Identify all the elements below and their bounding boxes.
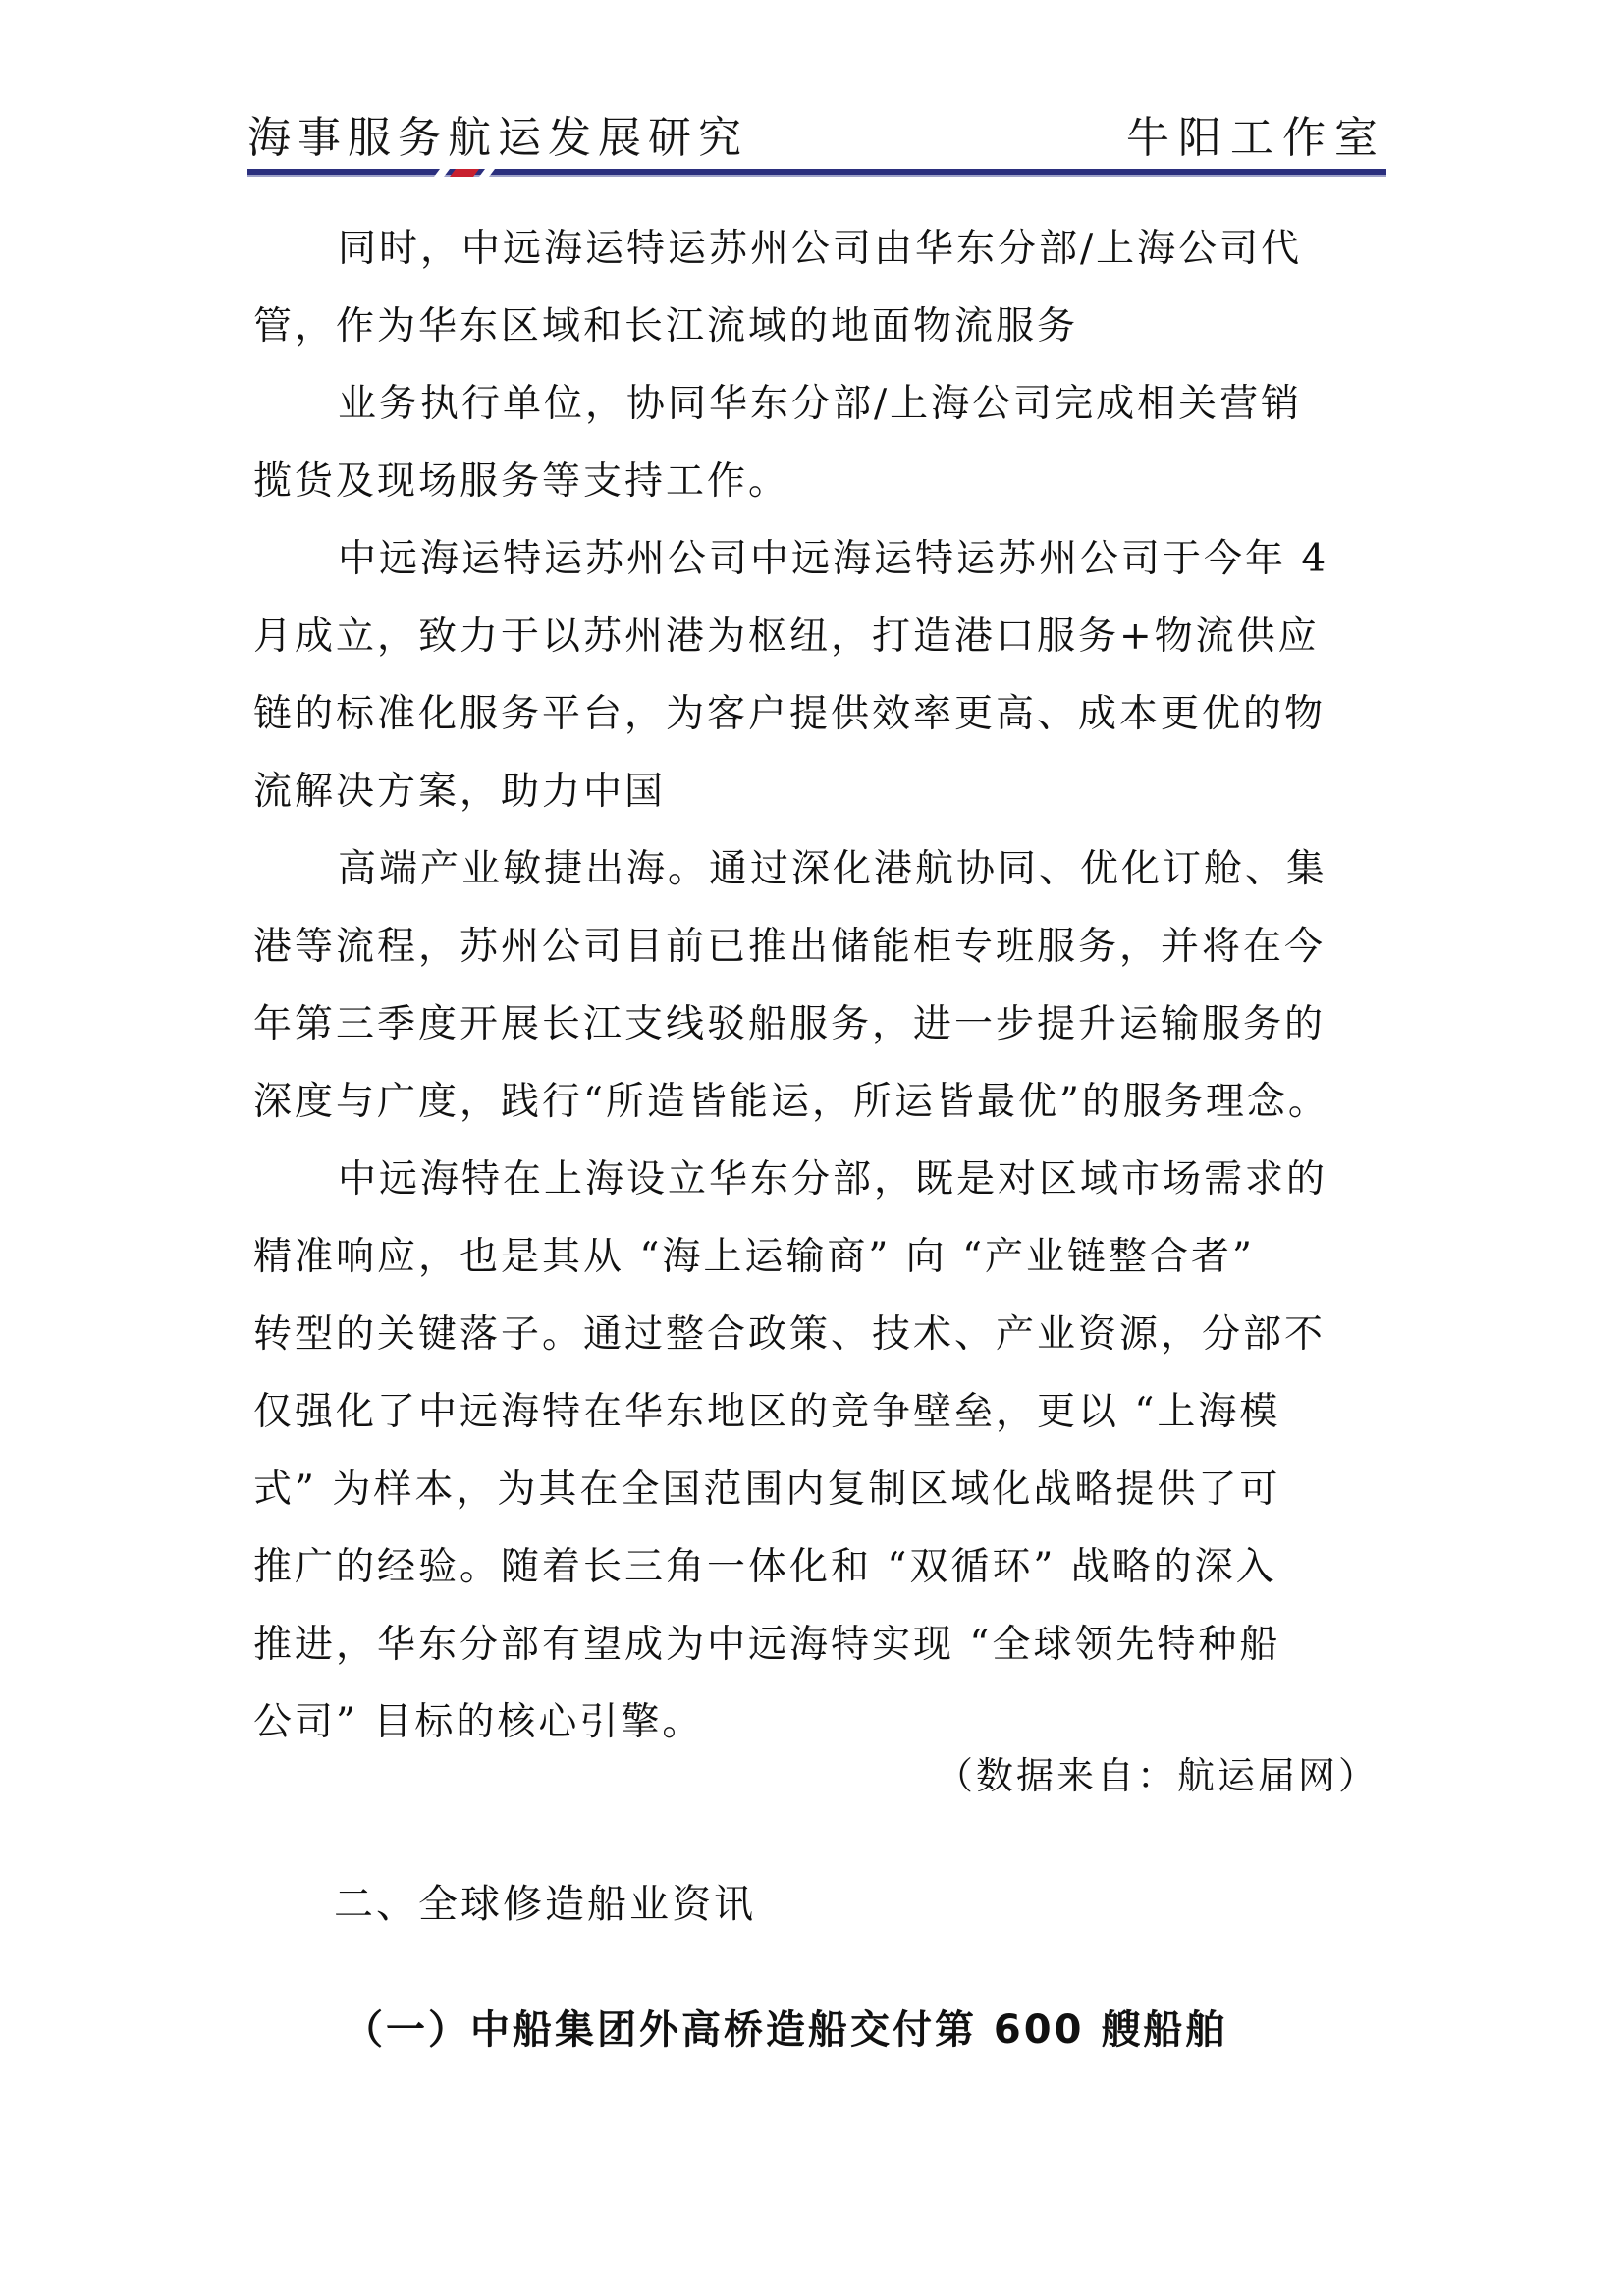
section-heading: 二、全球修造船业资讯 bbox=[334, 1882, 756, 1927]
header-left-title: 海事服务航运发展研究 bbox=[247, 113, 748, 163]
paragraph-line: 仅强化了中远海特在华东地区的竞争壁垒，更以 “上海模 bbox=[253, 1390, 1281, 1434]
paragraph-line: 业务执行单位，协同华东分部/上海公司完成相关营销 bbox=[338, 382, 1303, 426]
paragraph-line: 推广的经验。随着长三角一体化和 “双循环” 战略的深入 bbox=[253, 1545, 1277, 1589]
source-note: （数据来自：航运届网） bbox=[935, 1754, 1379, 1797]
paragraph-line: 推进，华东分部有望成为中远海特实现 “全球领先特种船 bbox=[253, 1623, 1281, 1667]
header-rule bbox=[247, 169, 1386, 177]
paragraph-line: 揽货及现场服务等支持工作。 bbox=[253, 459, 790, 504]
paragraph-line: 管，作为华东区域和长江流域的地面物流服务 bbox=[253, 304, 1079, 348]
article-body bbox=[253, 210, 1382, 1761]
paragraph-line: 港等流程，苏州公司目前已推出储能柜专班服务，并将在今 bbox=[253, 925, 1326, 969]
rule-shadow-bar bbox=[247, 175, 1386, 177]
paragraph-line: 月成立，致力于以苏州港为枢纽，打造港口服务+物流供应 bbox=[253, 614, 1320, 659]
paragraph-line: 中远海特在上海设立华东分部，既是对区域市场需求的 bbox=[338, 1157, 1328, 1201]
paragraph-line: 公司” 目标的核心引擎。 bbox=[253, 1700, 704, 1744]
paragraph-line: 式” 为样本，为其在全国范围内复制区域化战略提供了可 bbox=[253, 1468, 1281, 1512]
page-header bbox=[247, 94, 1386, 163]
paragraph-line: 高端产业敏捷出海。通过深化港航协同、优化订舱、集 bbox=[338, 847, 1328, 891]
paragraph-line: 年第三季度开展长江支线驳船服务，进一步提升运输服务的 bbox=[253, 1002, 1326, 1046]
header-rule-graphic bbox=[247, 169, 1386, 177]
paragraph-line: 深度与广度，践行“所造皆能运，所运皆最优”的服务理念。 bbox=[253, 1080, 1329, 1124]
paragraph-line: 同时，中远海运特运苏州公司由华东分部/上海公司代 bbox=[338, 227, 1303, 271]
rule-navy-bar bbox=[247, 169, 1386, 175]
paragraph-line: 流解决方案，助力中国 bbox=[253, 770, 667, 814]
subsection-heading: （一）中船集团外高桥造船交付第 600 艘船舶 bbox=[344, 2007, 1228, 2053]
paragraph-line: 链的标准化服务平台，为客户提供效率更高、成本更优的物 bbox=[253, 692, 1326, 736]
paragraph-line: 中远海运特运苏州公司中远海运特运苏州公司于今年 4 bbox=[338, 537, 1329, 581]
paragraph-line: 转型的关键落子。通过整合政策、技术、产业资源，分部不 bbox=[253, 1312, 1326, 1357]
header-right-title: 牛阳工作室 bbox=[1126, 113, 1386, 163]
paragraph-line: 精准响应，也是其从 “海上运输商” 向 “产业链整合者” bbox=[253, 1235, 1255, 1279]
